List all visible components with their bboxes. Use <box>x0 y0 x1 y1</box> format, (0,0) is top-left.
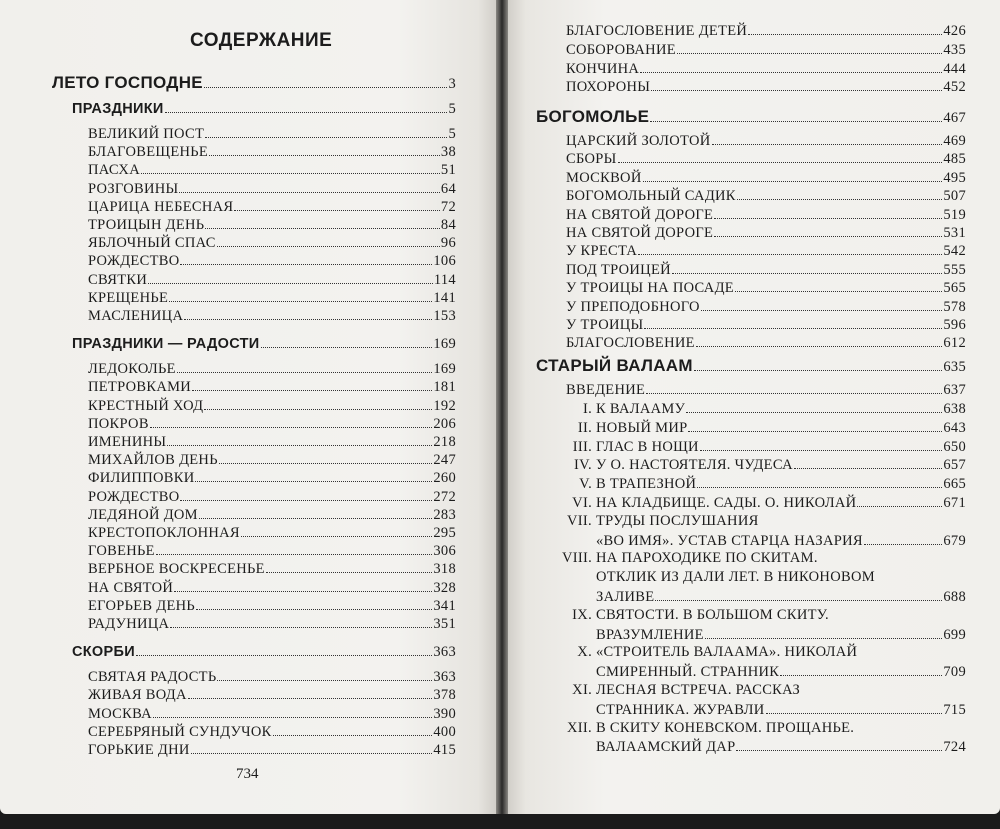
entry-title-line: ЛЕСНАЯ ВСТРЕЧА. РАССКАЗ <box>596 682 801 698</box>
toc-entry <box>88 705 456 723</box>
entry-page-number: 84 <box>440 217 456 233</box>
entry-page-number: 435 <box>943 41 966 58</box>
dot-leader <box>209 143 440 156</box>
entry-page-number: 444 <box>943 60 966 77</box>
chapter-number: IX. <box>572 606 592 623</box>
entry-page-number: 679 <box>943 532 966 549</box>
entry-title: НА КЛАДБИЩЕ. САДЫ. О. НИКОЛАЙ <box>596 495 857 511</box>
toc-entry <box>88 198 456 216</box>
entry-page-number: 260 <box>433 470 456 487</box>
toc-entry <box>596 663 966 681</box>
entry-title: ПОД ТРОИЦЕЙ <box>566 261 671 278</box>
dot-leader <box>780 663 942 676</box>
dot-leader <box>241 524 432 537</box>
part-heading <box>536 357 966 376</box>
dot-leader <box>714 224 942 237</box>
entry-title: ВАЛААМСКИЙ ДАР <box>596 739 736 756</box>
dot-leader <box>217 234 440 247</box>
dot-leader <box>174 579 432 592</box>
toc-entry <box>88 252 456 270</box>
entry-title: ИМЕНИНЫ <box>88 434 167 450</box>
entry-page-number: 141 <box>433 289 456 306</box>
entry-page-number: 328 <box>433 579 456 596</box>
entry-page-number: 665 <box>943 476 966 493</box>
entry-title: НА СВЯТОЙ ДОРОГЕ <box>566 206 714 223</box>
entry-title-line: ОТКЛИК ИЗ ДАЛИ ЛЕТ. В НИКОНОВОМ <box>596 569 875 586</box>
background-edge <box>0 814 1000 829</box>
section-heading <box>72 100 456 118</box>
entry-title: МАСЛЕНИЦА <box>88 308 184 324</box>
entry-page-number: 363 <box>433 669 456 686</box>
entry-title: СМИРЕННЫЙ. СТРАННИК <box>596 664 780 681</box>
entry-title: ЗАЛИВЕ <box>596 589 655 605</box>
dot-leader <box>748 22 942 35</box>
entry-page-number: 247 <box>433 452 456 469</box>
chapter-number: VIII. <box>562 550 593 567</box>
entry-title: РОЖДЕСТВО <box>88 488 180 505</box>
dot-leader <box>179 180 439 193</box>
dot-leader <box>204 75 448 88</box>
entry-title: ВВЕДЕНИЕ <box>566 382 646 398</box>
entry-page-number: 295 <box>433 525 456 541</box>
dot-leader <box>156 542 433 555</box>
entry-title: ПОХОРОНЫ <box>566 79 651 96</box>
toc-entry <box>88 597 456 615</box>
toc-title: СОДЕРЖАНИЕ <box>190 30 333 51</box>
entry-title: БЛАГОВЕЩЕНЬЕ <box>88 144 209 161</box>
dot-leader <box>148 271 433 284</box>
toc-entry <box>88 307 456 325</box>
dot-leader <box>153 705 432 718</box>
entry-title: «ВО ИМЯ». УСТАВ СТАРЦА НАЗАРИЯ <box>596 532 863 549</box>
dot-leader <box>204 397 432 410</box>
entry-page-number: 578 <box>943 298 966 315</box>
entry-title: ЛЕТО ГОСПОДНЕ <box>52 73 203 92</box>
book-gutter <box>496 0 508 829</box>
dot-leader <box>646 381 942 394</box>
dot-leader <box>857 494 942 507</box>
dot-leader <box>184 307 432 320</box>
entry-page-number: 390 <box>433 705 456 722</box>
dot-leader <box>705 626 942 639</box>
entry-title: РОЖДЕСТВО <box>88 253 180 270</box>
entry-page-number: 169 <box>433 336 456 353</box>
entry-page-number: 637 <box>943 382 966 398</box>
dot-leader <box>219 451 433 464</box>
entry-title: БЛАГОСЛОВЕНИЕ <box>566 335 695 352</box>
dot-leader <box>700 438 943 451</box>
entry-page-number: 638 <box>943 401 966 417</box>
entry-page-number: 688 <box>943 589 966 605</box>
toc-entry <box>88 668 456 686</box>
dot-leader <box>688 419 942 432</box>
toc-entry <box>88 216 456 234</box>
entry-title: ЕГОРЬЕВ ДЕНЬ <box>88 597 196 614</box>
dot-leader <box>766 701 943 714</box>
entry-title: ГОРЬКИЕ ДНИ <box>88 742 190 758</box>
page-number: 734 <box>236 766 259 782</box>
entry-page-number: 452 <box>943 79 966 96</box>
toc-entry <box>88 524 456 542</box>
entry-title: СВЯТАЯ РАДОСТЬ <box>88 669 217 686</box>
entry-page-number: 519 <box>943 206 966 223</box>
entry-page-number: 715 <box>943 701 966 718</box>
entry-title: НОВЫЙ МИР <box>596 419 688 436</box>
toc-entry <box>88 741 456 759</box>
entry-page-number: 650 <box>943 438 966 455</box>
toc-entry <box>88 415 456 433</box>
entry-title: В ТРАПЕЗНОЙ <box>596 476 697 493</box>
entry-page-number: 272 <box>433 488 456 505</box>
entry-title: ЯБЛОЧНЫЙ СПАС <box>88 235 216 252</box>
toc-entry <box>566 298 966 316</box>
entry-title: НА СВЯТОЙ ДОРОГЕ <box>566 225 714 241</box>
entry-page-number: 469 <box>943 133 966 149</box>
entry-title-line: ТРУДЫ ПОСЛУШАНИЯ <box>596 512 759 529</box>
entry-title: ЛЕДОКОЛЬЕ <box>88 361 176 378</box>
entry-page-number: 467 <box>943 110 966 126</box>
entry-title: СОБОРОВАНИЕ <box>566 41 676 58</box>
entry-title: СКОРБИ <box>72 644 135 661</box>
dot-leader <box>650 109 942 122</box>
section-heading <box>72 643 456 661</box>
dot-leader <box>618 150 943 163</box>
dot-leader <box>177 360 433 373</box>
entry-title: ВЕЛИКИЙ ПОСТ <box>88 126 205 142</box>
entry-page-number: 306 <box>433 543 456 560</box>
toc-entry <box>88 125 456 143</box>
entry-page-number: 400 <box>433 723 456 740</box>
toc-entry <box>562 456 966 474</box>
entry-page-number: 709 <box>943 664 966 681</box>
chapter-number: III. <box>572 438 592 455</box>
entry-title: СВЯТКИ <box>88 271 148 288</box>
toc-entry <box>566 78 966 96</box>
entry-title-line: СВЯТОСТИ. В БОЛЬШОМ СКИТУ. <box>596 606 829 623</box>
toc-entry <box>88 542 456 560</box>
entry-page-number: 181 <box>433 379 456 396</box>
chapter-number: XII. <box>567 719 592 736</box>
toc-entry <box>566 132 966 150</box>
entry-page-number: 612 <box>943 335 966 352</box>
entry-page-number: 5 <box>448 101 456 117</box>
toc-entry <box>566 242 966 260</box>
entry-page-number: 341 <box>433 597 456 614</box>
entry-title: ФИЛИППОВКИ <box>88 470 195 487</box>
toc-entry <box>566 41 966 59</box>
entry-title-line: «СТРОИТЕЛЬ ВАЛААМА». НИКОЛАЙ <box>596 644 858 661</box>
entry-page-number: 495 <box>943 169 966 186</box>
entry-title: ЛЕДЯНОЙ ДОМ <box>88 506 198 523</box>
entry-title: МИХАЙЛОВ ДЕНЬ <box>88 452 218 469</box>
entry-page-number: 426 <box>943 23 966 39</box>
entry-page-number: 596 <box>943 317 966 333</box>
entry-title: СТАРЫЙ ВАЛААМ <box>536 356 693 375</box>
entry-title: СБОРЫ <box>566 151 617 168</box>
entry-page-number: 114 <box>433 271 456 288</box>
toc-entry <box>596 588 966 606</box>
entry-page-number: 283 <box>433 506 456 523</box>
toc-entry <box>88 433 456 451</box>
dot-leader <box>217 668 432 681</box>
dot-leader <box>644 316 942 329</box>
toc-entry <box>596 738 966 756</box>
toc-entry <box>88 579 456 597</box>
toc-entry <box>566 316 966 334</box>
toc-entry <box>88 469 456 487</box>
entry-title: ЦАРСКИЙ ЗОЛОТОЙ <box>566 133 711 149</box>
dot-leader <box>701 298 943 311</box>
entry-title: У КРЕСТА <box>566 243 638 260</box>
toc-entry <box>566 60 966 78</box>
toc-entry <box>566 381 966 399</box>
dot-leader <box>165 100 448 113</box>
entry-page-number: 206 <box>433 415 456 432</box>
toc-entry <box>88 161 456 179</box>
toc-entry <box>566 169 966 187</box>
entry-page-number: 192 <box>433 397 456 414</box>
entry-page-number: 106 <box>433 253 456 270</box>
entry-title: ПЕТРОВКАМИ <box>88 379 192 396</box>
dot-leader <box>180 252 432 265</box>
entry-page-number: 415 <box>433 742 456 758</box>
entry-page-number: 635 <box>943 359 966 375</box>
chapter-number: V. <box>579 476 592 493</box>
entry-page-number: 169 <box>433 361 456 378</box>
entry-title: КРЕЩЕНЬЕ <box>88 289 169 306</box>
entry-page-number: 507 <box>943 188 966 205</box>
toc-entry <box>88 360 456 378</box>
toc-entry <box>88 180 456 198</box>
entry-title: СЕРЕБРЯНЫЙ СУНДУЧОК <box>88 723 272 740</box>
toc-entry <box>88 397 456 415</box>
toc-entry <box>88 560 456 578</box>
toc-entry <box>596 532 966 550</box>
right-page <box>506 0 1000 814</box>
dot-leader <box>640 60 942 73</box>
dot-leader <box>180 488 432 501</box>
entry-page-number: 531 <box>943 225 966 241</box>
toc-entry <box>88 686 456 704</box>
entry-page-number: 555 <box>943 261 966 278</box>
toc-entry <box>596 701 966 719</box>
dot-leader <box>196 597 432 610</box>
entry-title: БОГОМОЛЬЕ <box>536 107 650 126</box>
entry-title: КОНЧИНА <box>566 60 640 77</box>
entry-page-number: 3 <box>448 76 456 92</box>
toc-entry <box>566 187 966 205</box>
entry-title: МОСКВОЙ <box>566 169 642 186</box>
toc-entry <box>566 224 966 242</box>
dot-leader <box>735 279 942 292</box>
entry-page-number: 657 <box>943 457 966 474</box>
chapter-number: IV. <box>574 457 592 474</box>
entry-title: КРЕСТНЫЙ ХОД <box>88 397 204 414</box>
dot-leader <box>234 198 440 211</box>
dot-leader <box>205 125 447 138</box>
toc-entry <box>88 378 456 396</box>
dot-leader <box>150 415 433 428</box>
toc-entry <box>566 206 966 224</box>
chapter-number: I. <box>582 401 592 417</box>
toc-entry <box>88 488 456 506</box>
dot-leader <box>643 169 943 182</box>
dot-leader <box>737 187 943 200</box>
chapter-number: X. <box>577 644 592 661</box>
dot-leader <box>651 78 942 91</box>
entry-page-number: 671 <box>943 495 966 511</box>
dot-leader <box>714 206 942 219</box>
toc-entry <box>88 234 456 252</box>
dot-leader <box>694 358 943 371</box>
toc-entry <box>562 438 966 456</box>
entry-title: ПАСХА <box>88 162 140 179</box>
entry-title: ПРАЗДНИКИ — РАДОСТИ <box>72 336 260 353</box>
entry-page-number: 378 <box>433 687 456 704</box>
dot-leader <box>864 532 943 545</box>
entry-page-number: 5 <box>448 126 456 142</box>
toc-entry <box>88 289 456 307</box>
dot-leader <box>167 433 432 446</box>
entry-title: РАДУНИЦА <box>88 616 170 632</box>
dot-leader <box>672 261 942 274</box>
entry-title: ПОКРОВ <box>88 415 149 432</box>
entry-title: ПРАЗДНИКИ <box>72 101 164 117</box>
entry-title-line: НА ПАРОХОДИКЕ ПО СКИТАМ. <box>596 550 818 567</box>
entry-page-number: 38 <box>440 144 456 161</box>
dot-leader <box>188 686 433 699</box>
entry-title: ЖИВАЯ ВОДА <box>88 687 187 704</box>
entry-page-number: 724 <box>943 739 966 756</box>
entry-title: У ПРЕПОДОБНОГО <box>566 298 700 315</box>
part-heading <box>52 74 456 93</box>
toc-entry <box>88 723 456 741</box>
entry-title: КРЕСТОПОКЛОННАЯ <box>88 525 240 541</box>
chapter-number: VII. <box>567 512 592 529</box>
toc-entry <box>566 261 966 279</box>
entry-title: ЦАРИЦА НЕБЕСНАЯ <box>88 198 234 215</box>
dot-leader <box>736 738 942 751</box>
entry-page-number: 351 <box>433 616 456 632</box>
entry-title: ГЛАС В НОЩИ <box>596 438 699 455</box>
entry-page-number: 699 <box>943 626 966 643</box>
entry-title: ГОВЕНЬЕ <box>88 543 155 560</box>
toc-entry <box>562 419 966 437</box>
entry-title: БОГОМОЛЬНЫЙ САДИК <box>566 188 736 205</box>
toc-entry <box>88 506 456 524</box>
section-heading <box>72 335 456 353</box>
toc-entry <box>566 22 966 40</box>
chapter-number: VI. <box>572 495 592 511</box>
dot-leader <box>170 615 432 628</box>
entry-page-number: 318 <box>433 561 456 578</box>
toc-entry <box>562 494 966 512</box>
entry-page-number: 51 <box>440 162 456 179</box>
entry-page-number: 485 <box>943 151 966 168</box>
toc-entry <box>566 150 966 168</box>
dot-leader <box>686 400 942 413</box>
toc-entry <box>562 475 966 493</box>
entry-title: НА СВЯТОЙ <box>88 579 174 596</box>
toc-entry <box>566 334 966 352</box>
chapter-number: XI. <box>572 682 592 698</box>
entry-page-number: 64 <box>440 180 456 197</box>
part-heading <box>536 108 966 127</box>
dot-leader <box>136 643 432 656</box>
left-page <box>0 0 498 814</box>
entry-page-number: 363 <box>433 644 456 661</box>
dot-leader <box>696 334 943 347</box>
toc-entry <box>88 615 456 633</box>
entry-title: РОЗГОВИНЫ <box>88 180 179 197</box>
entry-title: ВЕРБНОЕ ВОСКРЕСЕНЬЕ <box>88 561 265 578</box>
dot-leader <box>261 335 433 348</box>
entry-title: К ВАЛААМУ <box>596 401 686 417</box>
entry-title: ТРОИЦЫН ДЕНЬ <box>88 217 205 233</box>
dot-leader <box>266 560 433 573</box>
entry-page-number: 72 <box>440 198 456 215</box>
entry-page-number: 153 <box>433 308 456 324</box>
entry-title: БЛАГОСЛОВЕНИЕ ДЕТЕЙ <box>566 23 748 39</box>
entry-page-number: 565 <box>943 280 966 297</box>
dot-leader <box>169 289 432 302</box>
entry-title: МОСКВА <box>88 705 152 722</box>
entry-page-number: 96 <box>440 235 456 252</box>
dot-leader <box>794 456 942 469</box>
toc-entry <box>566 279 966 297</box>
entry-page-number: 643 <box>943 419 966 436</box>
toc-entry <box>562 400 966 418</box>
entry-page-number: 542 <box>943 243 966 260</box>
entry-title: ВРАЗУМЛЕНИЕ <box>596 626 704 643</box>
dot-leader <box>638 242 942 255</box>
entry-title-line: В СКИТУ КОНЕВСКОМ. ПРОЩАНЬЕ. <box>596 719 855 736</box>
entry-title: СТРАННИКА. ЖУРАВЛИ <box>596 701 765 718</box>
dot-leader <box>697 475 942 488</box>
dot-leader <box>655 588 942 601</box>
dot-leader <box>141 161 440 174</box>
toc-entry <box>88 143 456 161</box>
dot-leader <box>205 216 439 229</box>
dot-leader <box>192 378 432 391</box>
dot-leader <box>191 741 433 754</box>
dot-leader <box>712 132 943 145</box>
dot-leader <box>195 469 432 482</box>
toc-entry <box>596 626 966 644</box>
dot-leader <box>199 506 432 519</box>
entry-title: У ТРОИЦЫ <box>566 317 644 333</box>
toc-entry <box>88 451 456 469</box>
toc-entry <box>88 271 456 289</box>
entry-page-number: 218 <box>433 434 456 450</box>
entry-title: У ТРОИЦЫ НА ПОСАДЕ <box>566 280 734 297</box>
dot-leader <box>677 41 942 54</box>
entry-title: У О. НАСТОЯТЕЛЯ. ЧУДЕСА <box>596 457 793 474</box>
chapter-number: II. <box>577 419 592 436</box>
dot-leader <box>273 723 433 736</box>
